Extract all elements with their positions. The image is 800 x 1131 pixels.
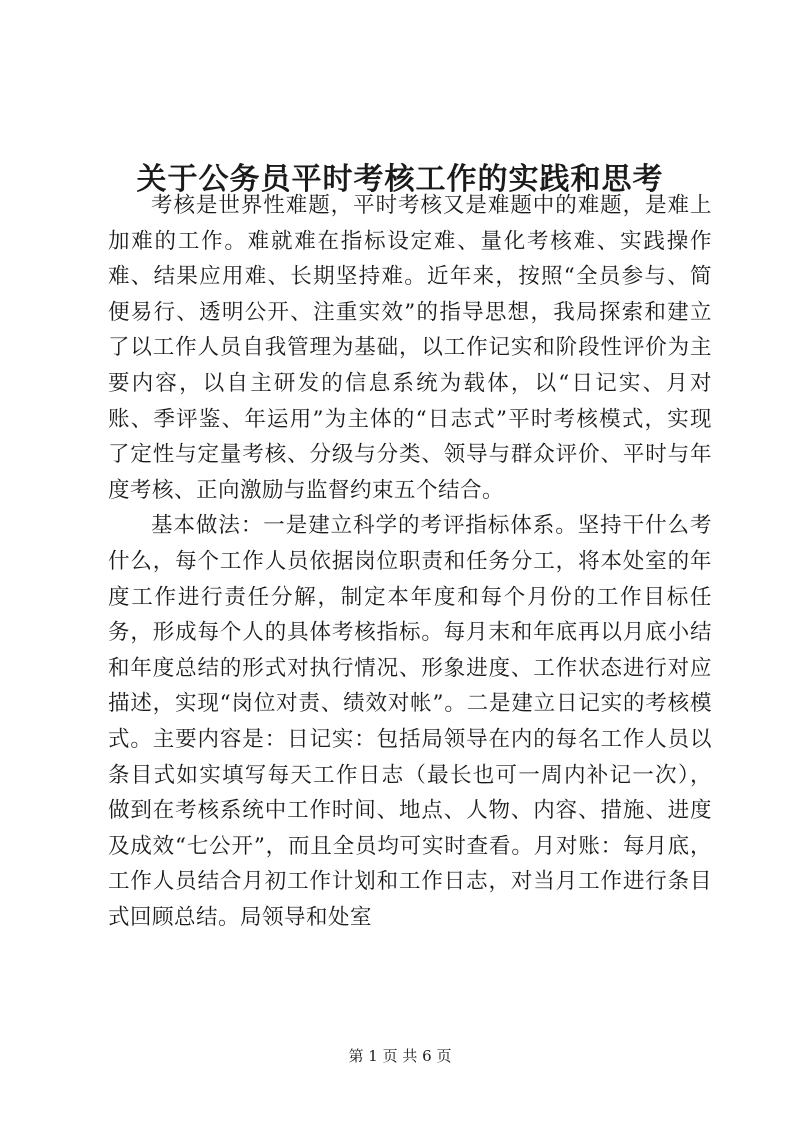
page-footer: 第 1 页 共 6 页 [348, 1047, 452, 1065]
document-body [108, 188, 712, 935]
document-title: 关于公务员平时考核工作的实践和思考 [136, 162, 664, 198]
paragraph-intro: 考核是世界性难题，平时考核又是难题中的难题，是难上加难的工作。难就难在指标设定难、量化考核难、实践操作难、结果应用难、长期坚持难。近年来，按照“全员参与、简便易行、透明公开、注重实效”的指导思想，我局探索和建立了以工作人员自我管理为基础，以工作记实和阶段性评价为主要内容，以自主研发的信息系统为载体，以“日记实、月对账、季评鉴、年运用”为主体的“日志式”平时考核模式，实现了定性与定量考核、分级与分类、领导与群众评价、平时与年度考核、正向激励与监督约束五个结合。 [108, 193, 712, 503]
paragraph-basic-practice: 基本做法：一是建立科学的考评指标体系。坚持干什么考什么，每个工作人员依据岗位职责和任务分工，将本处室的年度工作进行责任分解，制定本年度和每个月份的工作目标任务，形成每个人的具体考核指标。每月末和年底再以月底小结和年度总结的形式对执行情况、形象进度、工作状态进行对应描述，实现“岗位对责、绩效对帐”。二是建立日记实的考核模式。主要内容是：日记实：包括局领导在内的每名工作人员以条目式如实填写每天工作日志（最长也可一周内补记一次），做到在考核系统中工作时间、地点、人物、内容、措施、进度及成效“七公开”，而且全员均可实时查看。月对账：每月底，工作人员结合月初工作计划和工作日志，对当月工作进行条目式回顾总结。局领导和处室 [108, 513, 712, 930]
